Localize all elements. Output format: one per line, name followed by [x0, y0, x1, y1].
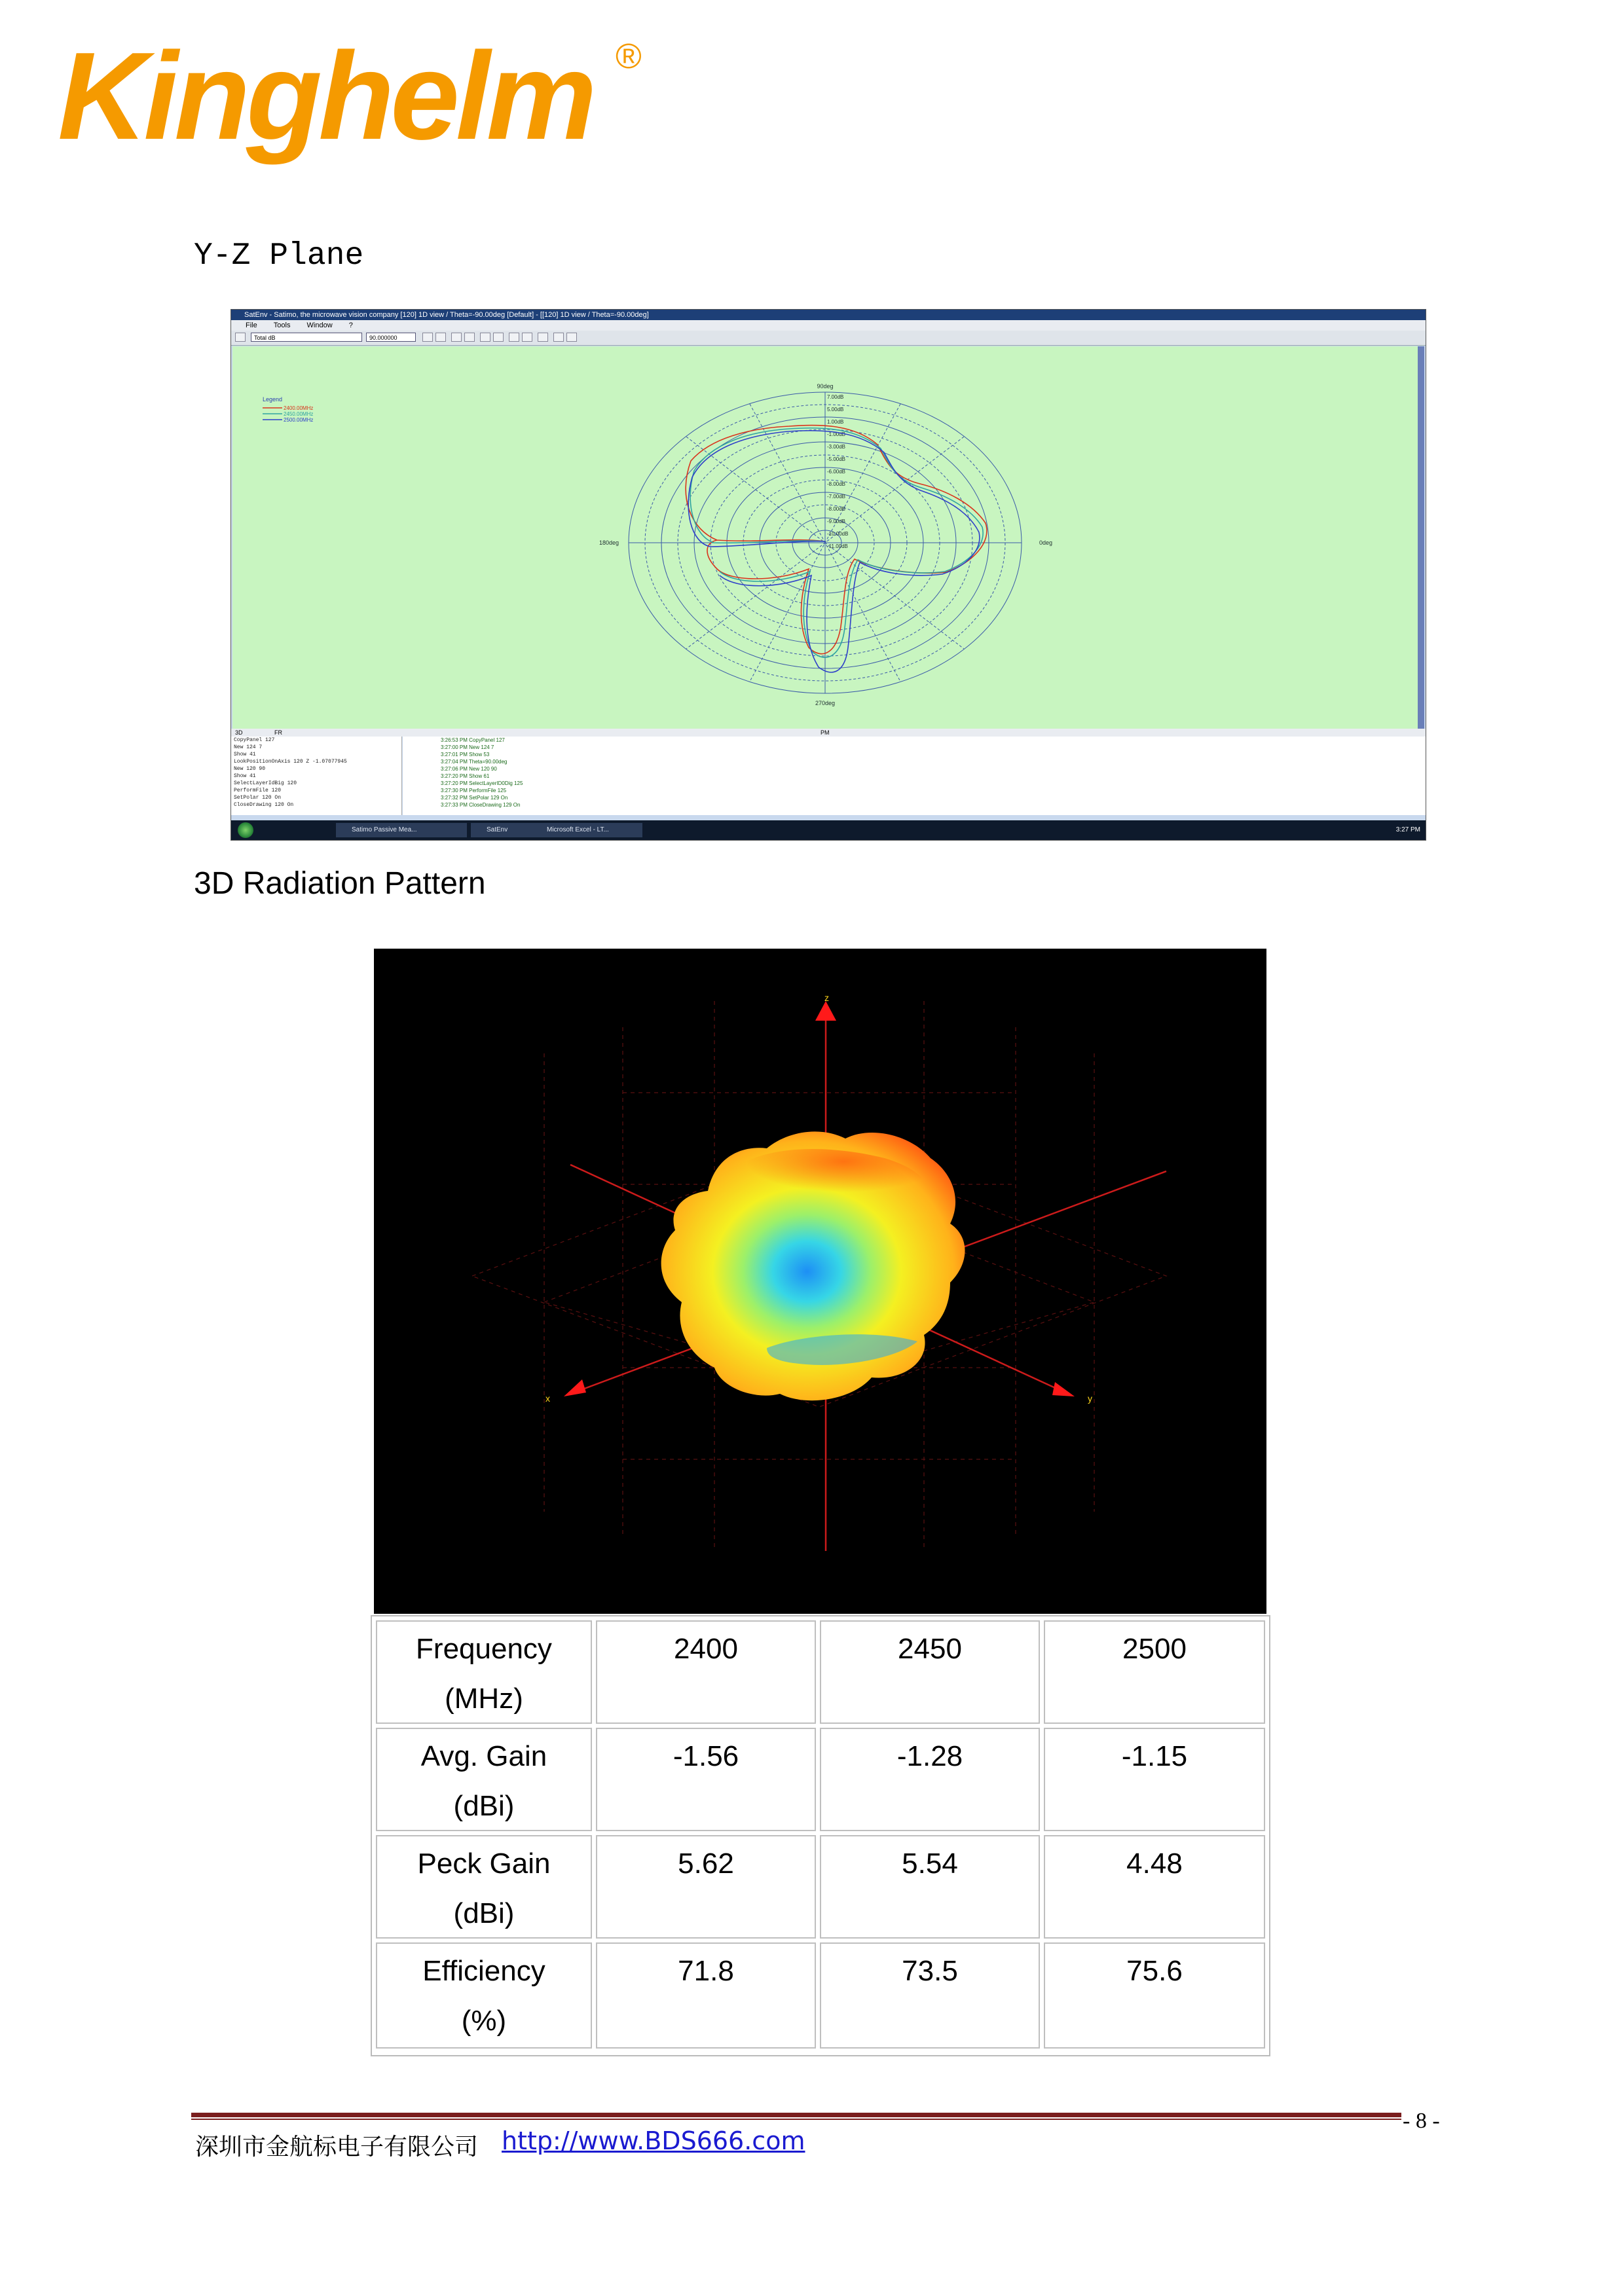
axis-arrow-icon: [1052, 1382, 1075, 1396]
section-title-3d-pattern: 3D Radiation Pattern: [194, 866, 486, 901]
menu-item-file[interactable]: File: [246, 321, 257, 329]
app-menubar: [231, 320, 1426, 331]
polar-grid: [629, 392, 1022, 693]
log-line: PerformFile 120: [234, 788, 282, 793]
pattern-curve-2500: [688, 431, 980, 672]
angle-label-left: 180deg: [599, 539, 619, 546]
ring-label: -9.00dB: [827, 519, 846, 524]
table-header-cell: 2400: [596, 1620, 816, 1724]
footer-company-name: 深圳市金航标电子有限公司: [195, 2134, 479, 2160]
history-line: 3:27:32 PM SetPolar 129 On: [441, 795, 508, 801]
history-line: 3:27:20 PM Show 61: [441, 773, 490, 779]
axis-arrow-icon: [564, 1379, 586, 1396]
table-cell: 73.5: [820, 1942, 1040, 2049]
toolbar-button[interactable]: [553, 333, 564, 342]
log-line: CloseDrawing 120 On: [234, 802, 294, 808]
command-log-panel: [231, 737, 402, 815]
toolbar-button[interactable]: [464, 333, 475, 342]
legend-label-3: 2500.00MHz: [284, 417, 314, 423]
kinghelm-logo: [58, 34, 660, 178]
ring-label: -8.00dB: [827, 506, 846, 512]
footer-divider: [191, 2113, 1401, 2117]
ring-label: -10.00dB: [827, 531, 849, 537]
history-line: 3:27:33 PM CloseDrawing 129 On: [441, 802, 521, 808]
ring-label: -11.00dB: [827, 543, 848, 549]
history-log-panel: [403, 737, 1426, 815]
axis-label-icon: z: [824, 993, 829, 1003]
satenv-screenshot: [231, 309, 1426, 841]
table-cell: 75.6: [1044, 1942, 1265, 2049]
ring-label: -7.00dB: [827, 494, 846, 500]
polar-plot: [232, 346, 1418, 729]
toolbar-button[interactable]: [493, 333, 504, 342]
plot-vertical-scrollbar[interactable]: [1418, 346, 1424, 729]
table-cell: -1.28: [820, 1728, 1040, 1831]
history-line: 3:27:01 PM Show 53: [441, 752, 490, 757]
legend-label-1: 2400.00MHz: [284, 405, 314, 411]
logo-wordmark: Kinghelm: [58, 34, 593, 166]
taskbar-clock: 3:27 PM: [1395, 826, 1420, 833]
toolbar-button[interactable]: [422, 333, 433, 342]
history-line: 3:27:00 PM New 124 7: [441, 744, 494, 750]
angle-label-top: 90deg: [817, 383, 834, 390]
menu-item-window[interactable]: Window: [306, 321, 333, 329]
log-line: Show 41: [234, 773, 256, 779]
menu-item-tools[interactable]: Tools: [273, 321, 291, 329]
table-cell: 5.54: [820, 1835, 1040, 1939]
status-item: FR: [274, 729, 282, 736]
toolbar-button[interactable]: [522, 333, 532, 342]
ring-label: 5.00dB: [827, 407, 844, 412]
toolbar-button[interactable]: [538, 333, 548, 342]
angle-label-bottom: 270deg: [815, 700, 836, 706]
history-line: 3:27:06 PM New 120 90: [441, 766, 497, 772]
axis-label-icon: y: [1088, 1393, 1092, 1404]
ring-label: -1.00dB: [827, 431, 846, 437]
app-status-bar: [231, 729, 1426, 737]
radiation-pattern-3d: [374, 949, 1266, 1614]
ring-label: -5.00dB: [827, 456, 846, 462]
status-center: PM: [821, 729, 830, 736]
log-line: New 120 90: [234, 766, 266, 772]
table-header-cell: 2450: [820, 1620, 1040, 1724]
table-row-label: Peck Gain (dBi): [376, 1835, 592, 1939]
ring-label: -6.00dB: [827, 469, 846, 475]
ring-label: -8.00dB: [827, 481, 846, 487]
log-line: CopyPanel 127: [234, 737, 275, 743]
log-line: New 124 7: [234, 744, 263, 750]
table-header-cell: 2500: [1044, 1620, 1265, 1724]
registered-mark-icon: ®: [616, 37, 642, 76]
menu-item-help[interactable]: ?: [348, 321, 353, 329]
table-cell: 4.48: [1044, 1835, 1265, 1939]
section-title-yz-plane: Y-Z Plane: [194, 238, 364, 274]
start-button-icon[interactable]: [238, 822, 253, 838]
history-line: 3:27:04 PM Theta=90.00deg: [441, 759, 507, 765]
footer-website-link[interactable]: http://www.BDS666.com: [502, 2126, 805, 2155]
taskbar-item[interactable]: SatEnv: [471, 823, 569, 837]
total-db-select[interactable]: Total dB: [251, 333, 362, 342]
table-cell: -1.15: [1044, 1728, 1265, 1831]
legend-label-2: 2450.00MHz: [284, 411, 314, 417]
toolbar-button[interactable]: [451, 333, 462, 342]
axis-arrow-icon: [815, 1001, 836, 1021]
taskbar-item[interactable]: Satimo Passive Mea...: [336, 823, 467, 837]
log-line: Show 41: [234, 752, 256, 757]
log-line: SetPolar 120 On: [234, 795, 282, 801]
table-header-label: Frequency (MHz): [376, 1620, 592, 1724]
ring-label: 1.00dB: [827, 419, 844, 425]
angle-label-right: 0deg: [1039, 539, 1053, 546]
table-cell: -1.56: [596, 1728, 816, 1831]
taskbar-item[interactable]: Microsoft Excel - LT...: [531, 823, 642, 837]
page-number: - 8 -: [1403, 2109, 1440, 2133]
table-cell: 71.8: [596, 1942, 816, 2049]
status-item: 3D: [235, 729, 243, 736]
history-line: 3:27:30 PM PerformFile 125: [441, 788, 507, 793]
history-line: 3:26:53 PM CopyPanel 127: [441, 737, 505, 743]
toolbar-icon-button[interactable]: [235, 333, 246, 342]
table-cell: 5.62: [596, 1835, 816, 1939]
table-row-label: Efficiency (%): [376, 1942, 592, 2049]
toolbar-button[interactable]: [480, 333, 490, 342]
angle-value-input[interactable]: 90.000000: [366, 333, 416, 342]
polar-plot-area: [232, 346, 1418, 729]
app-window-title: SatEnv - Satimo, the microwave vision company [120] 1D view / Theta=-90.00deg [Default] - [[120] 1D view / Theta=-90.00deg]: [231, 310, 1426, 320]
app-toolbar: [231, 331, 1426, 346]
ring-label: 7.00dB: [827, 394, 844, 400]
axis-label-icon: x: [545, 1393, 550, 1404]
toolbar-button[interactable]: [435, 333, 446, 342]
windows-taskbar: [231, 820, 1426, 840]
log-line: LookPositionOnAxis 120 Z -1.07077945: [234, 759, 347, 765]
toolbar-button[interactable]: [566, 333, 577, 342]
legend-title: Legend: [263, 396, 283, 403]
log-line: SelectLayerIdBig 120: [234, 780, 297, 786]
ring-label: -3.00dB: [827, 444, 846, 450]
table-row-label: Avg. Gain (dBi): [376, 1728, 592, 1831]
footer-divider: [191, 2119, 1401, 2120]
history-line: 3:27:20 PM SelectLayerID0Dig 125: [441, 780, 523, 786]
toolbar-button[interactable]: [509, 333, 519, 342]
performance-table: [371, 1615, 1270, 2056]
